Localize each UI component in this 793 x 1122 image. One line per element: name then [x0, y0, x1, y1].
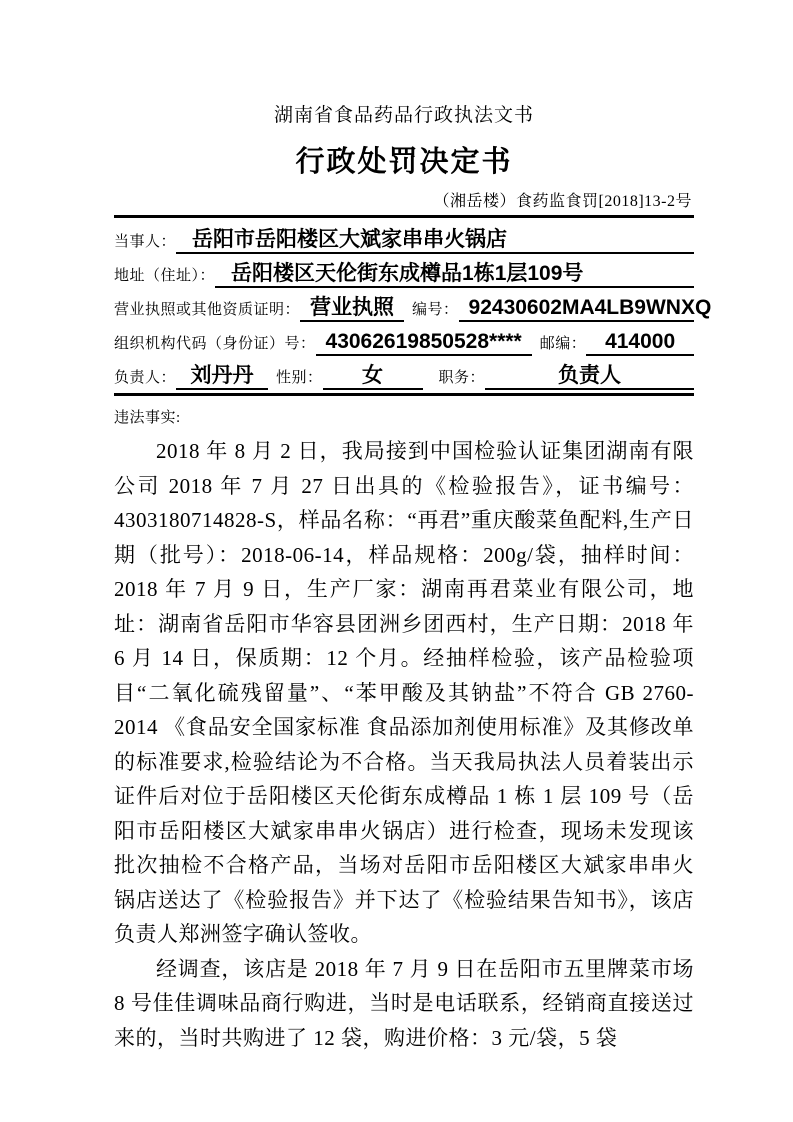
- document-content: [114, 0, 712, 1055]
- person-value: 刘丹丹: [176, 364, 268, 390]
- license-label: 营业执照或其他资质证明：: [114, 302, 301, 318]
- document-category: 湖南省食品药品行政执法文书: [273, 105, 534, 126]
- position-value: 负责人: [485, 364, 694, 390]
- org-code-label: 组织机构代码（身份证）号：: [114, 336, 316, 352]
- postcode-value: 414000: [586, 330, 694, 356]
- postcode-label: 邮编：: [539, 336, 587, 352]
- field-row-party: [114, 220, 694, 254]
- party-value: 岳阳市岳阳楼区大斌家串串火锅店: [176, 228, 694, 254]
- address-value: 岳阳楼区天伦街东成樽品1栋1层109号: [215, 262, 694, 288]
- facts-body: [114, 434, 694, 1055]
- document-number: （湘岳楼）食药监食罚[2018]13-2号: [433, 193, 692, 210]
- license-no-value: 92430602MA4LB9WNXQ: [459, 296, 694, 322]
- position-label: 职务：: [438, 370, 486, 386]
- person-label: 负责人：: [114, 370, 177, 386]
- field-row-org-code: [114, 322, 694, 356]
- gender-value: 女: [323, 364, 423, 390]
- fields-bottom-divider: [114, 393, 694, 396]
- facts-paragraph-1: 2018 年 8 月 2 日，我局接到中国检验认证集团湖南有限公司 2018 年 7 月 27 日出具的《检验报告》，证书编号：4303180714828-S，样品名称：“再君”重庆酸菜鱼配料,生产日期（批号）：2018-06-14，样品规格：200g/袋，抽样时间：2018 年 7 月 9 日，生产厂家：湖南再君菜业有限公司，地址：湖南省岳阳市华容县团洲乡团西村，生产日期：2018 年 6 月 14 日，保质期：12 个月。经抽样检验，该产品检验项目“二氧化硫残留量”、“苯甲酸及其钠盐”不符合 GB 2760-2014 《食品安全国家标准 食品添加剂使用标准》及其修改单的标准要求,检验结论为不合格。当天我局执法人员着装出示证件后对位于岳阳楼区天伦街东成樽品 1 栋 1 层 109 号（岳阳市岳阳楼区大斌家串串火锅店）进行检查，现场未发现该批次抽检不合格产品，当场对岳阳市岳阳楼区大斌家串串火锅店送达了《检验报告》并下达了《检验结果告知书》，该店负责人郑洲签字确认签收。: [114, 439, 694, 946]
- field-row-license: [114, 288, 712, 322]
- party-label: 当事人：: [114, 234, 177, 250]
- top-divider: [114, 215, 694, 218]
- field-row-person: [114, 356, 694, 390]
- org-code-value: 43062619850528****: [316, 330, 532, 356]
- gender-label: 性别：: [276, 370, 323, 386]
- fields-section: [114, 220, 712, 390]
- facts-section-label: 违法事实:: [114, 410, 181, 426]
- license-no-label: 编号：: [412, 302, 459, 318]
- document-title: 行政处罚决定书: [295, 146, 513, 178]
- address-label: 地址（住址）：: [114, 268, 216, 284]
- field-row-address: [114, 254, 694, 288]
- license-value: 营业执照: [300, 296, 404, 322]
- facts-paragraph-2: 经调查，该店是 2018 年 7 月 9 日在岳阳市五里牌菜市场 8 号佳佳调味品商行购进，当时是电话联系，经销商直接送过来的，当时共购进了 12 袋，购进价格：3 元/袋，5 袋: [114, 956, 694, 1050]
